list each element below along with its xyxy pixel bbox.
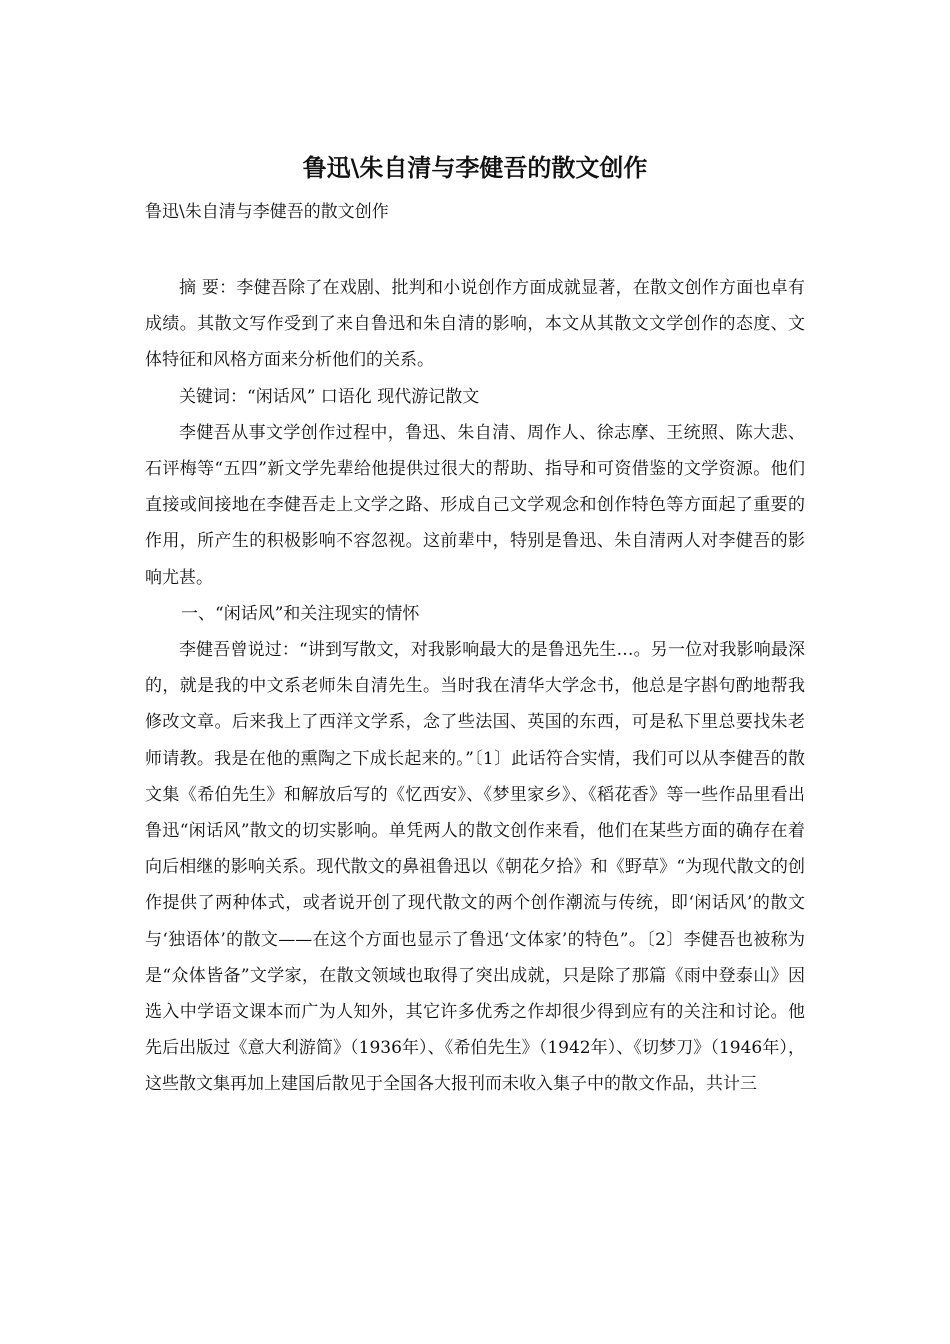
document-title: 鲁迅\朱自清与李健吾的散文创作 [302, 154, 648, 182]
body-paragraph-1: 李健吾从事文学创作过程中，鲁迅、朱自清、周作人、徐志摩、王统照、陈大悲、石评梅等“五四”新文学先辈给他提供过很大的帮助、指导和可资借鉴的文学资源。他们直接或间接地在李健吾走上文学之路、形成自己文学观念和创作特色等方面起了重要的作用，所产生的积极影响不容忽视。这前辈中，特别是鲁迅、朱自清两人对李健吾的影响尤甚。 [145, 422, 805, 588]
abstract-paragraph: 摘 要：李健吾除了在戏剧、批判和小说创作方面成就显著，在散文创作方面也卓有成绩。其散文写作受到了来自鲁迅和朱自清的影响，本文从其散文文学创作的态度、文体特征和风格方面来分析他们的关系。 [145, 278, 805, 371]
keywords-paragraph: 关键词：“闲话风” 口语化 现代游记散文 [179, 386, 480, 407]
document-body [145, 270, 805, 1103]
body-paragraph-2: 李健吾曾说过：“讲到写散文，对我影响最大的是鲁迅先生…。另一位对我影响最深的，就是我的中文系老师朱自清先生。当时我在清华大学念书，他总是字斟句酌地帮我修改文章。后来我上了西洋文学系，念了些法国、英国的东西，可是私下里总要找朱老师请教。我是在他的熏陶之下成长起来的。”〔1〕此话符合实情，我们可以从李健吾的散文集《希伯先生》和解放后写的《忆西安》、《梦里家乡》、《稻花香》等一些作品里看出鲁迅“闲话风”散文的切实影响。单凭两人的散文创作来看，他们在某些方面的确存在着向后相继的影响关系。现代散文的鼻祖鲁迅以《朝花夕拾》和《野草》“为现代散文的创作提供了两种体式，或者说开创了现代散文的两个创作潮流与传统，即‘闲话风’的散文与‘独语体’的散文——在这个方面也显示了鲁迅‘文体家’的特色”。〔2〕李健吾也被称为是“众体皆备”文学家，在散文领域也取得了突出成就，只是除了那篇《雨中登泰山》因选入中学语文课本而广为人知外，其它许多优秀之作却很少得到应有的关注和讨论。他先后出版过《意大利游简》（1936年）、《希伯先生》（1942年）、《切梦刀》（1946年），这些散文集再加上建国后散见于全国各大报刊而未收入集子中的散文作品，共计三 [145, 640, 805, 1095]
document-subtitle: 鲁迅\朱自清与李健吾的散文创作 [145, 202, 389, 222]
section-heading: 一、“闲话风”和关注现实的情怀 [181, 603, 420, 624]
